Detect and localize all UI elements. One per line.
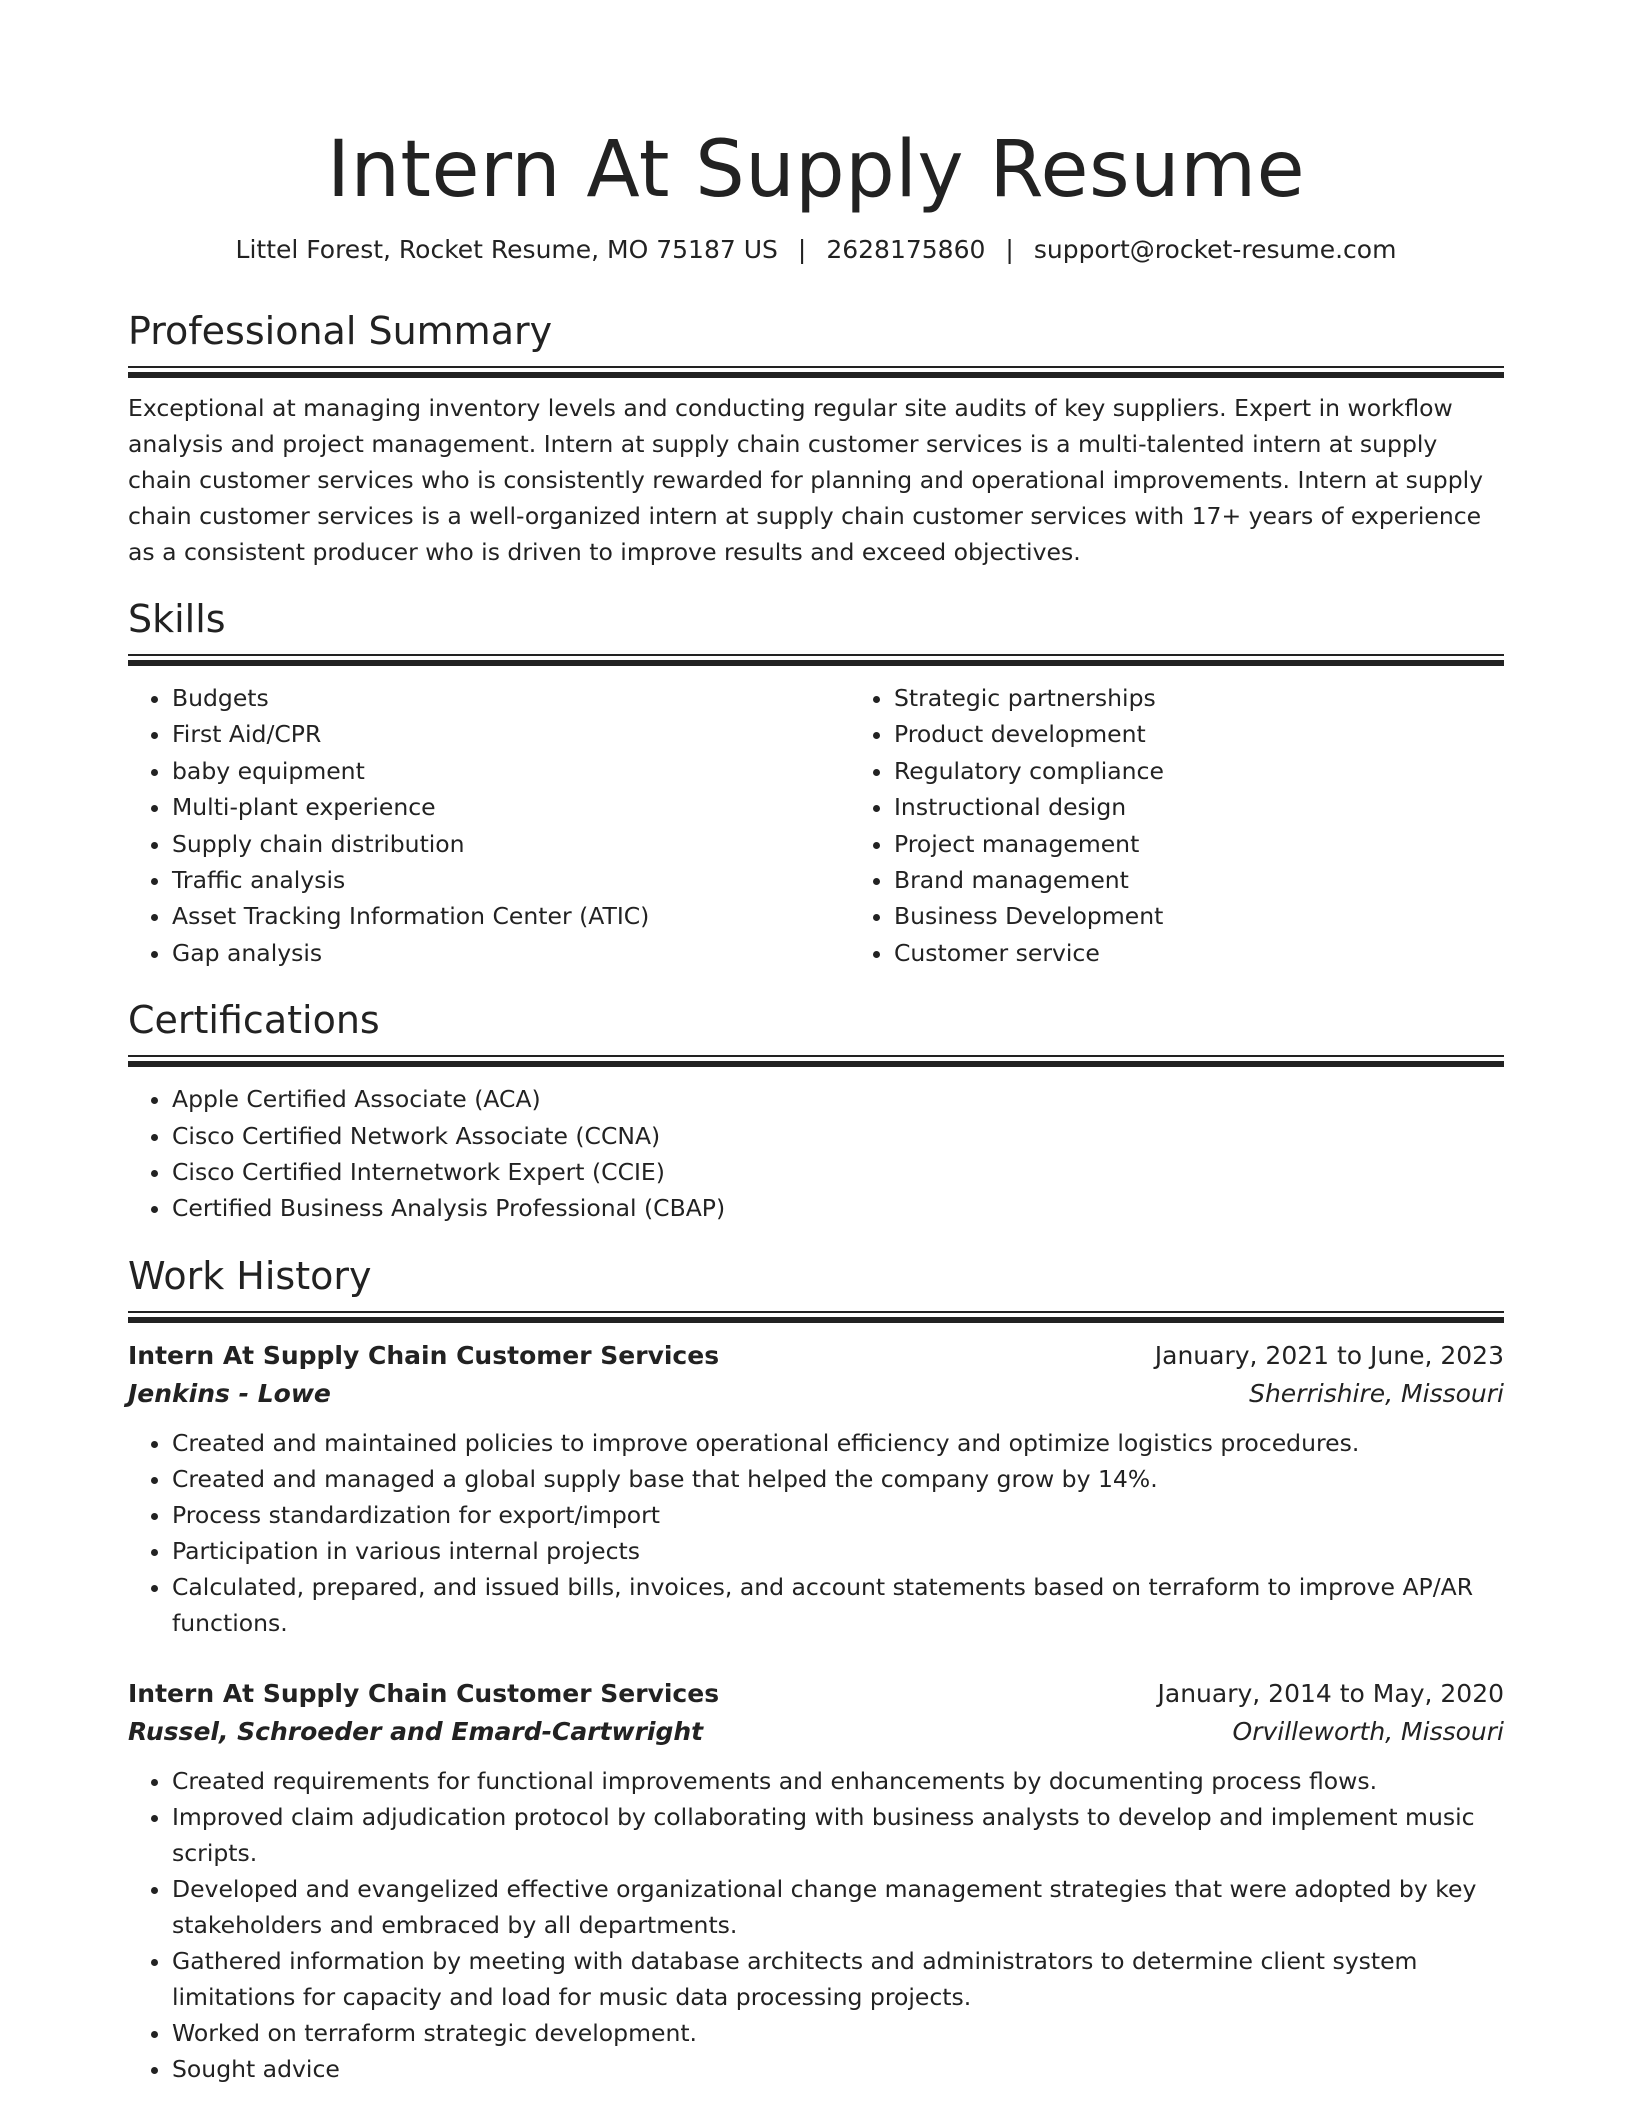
job-entry [128,1675,1504,2087]
job-dates: January, 2014 to May, 2020 [1157,1678,1504,1708]
job-bullet: • Improved claim adjudication protocol by collaborating with business analysts to develop and implement music scripts. [172,1799,1504,1871]
job-bullets [128,1425,1504,1641]
skill-item: • Supply chain distribution [172,826,850,862]
skill-item: • First Aid/CPR [172,716,850,752]
job-bullet: • Process standardization for export/import [172,1497,1504,1533]
resume-page [128,0,1504,2087]
job-company: Russel, Schroeder and Emard-Cartwright [128,1716,704,1746]
skill-item: • Instructional design [894,789,1504,825]
summary-section [128,308,1504,570]
job-company: Jenkins - Lowe [128,1378,331,1408]
job-entry [128,1337,1504,1641]
skill-item: • Brand management [894,862,1504,898]
job-bullet: • Calculated, prepared, and issued bills, invoices, and account statements based on terraform to improve AP/AR functions. [172,1569,1504,1641]
job-bullet: • Developed and evangelized effective organizational change management strategies that were adopted by key stakeholders and embraced by all departments. [172,1871,1504,1943]
job-bullet: • Gathered information by meeting with database architects and administrators to determine client system limitations for capacity and load for music data processing projects. [172,1943,1504,2015]
section-divider [128,1055,1504,1067]
job-header [128,1337,1504,1375]
skill-item: • Asset Tracking Information Center (ATIC) [172,898,850,934]
contact-line [128,234,1504,266]
skill-item: • Budgets [172,680,850,716]
skills-columns [128,680,1504,971]
contact-separator: | [797,235,807,264]
job-bullets [128,1763,1504,2087]
certification-item: • Apple Certified Associate (ACA) [172,1081,1504,1117]
skills-list-right [850,680,1504,971]
certification-item: • Cisco Certified Internetwork Expert (CCIE) [172,1154,1504,1190]
job-bullet: • Created and managed a global supply base that helped the company grow by 14%. [172,1461,1504,1497]
section-heading-work-history: Work History [128,1253,372,1298]
skills-list-left [128,680,850,971]
skill-item: • Traffic analysis [172,862,850,898]
skill-item: • Gap analysis [172,935,850,971]
job-subheader [128,1713,1504,1751]
certifications-section [128,997,1504,1227]
contact-phone: 2628175860 [826,235,986,264]
section-heading-skills: Skills [128,597,226,641]
job-location: Sherrishire, Missouri [1249,1378,1504,1408]
job-header [128,1675,1504,1713]
contact-separator: | [1005,235,1014,264]
certification-item: • Certified Business Analysis Professional (CBAP) [172,1190,1504,1226]
job-title: Intern At Supply Chain Customer Services [128,1340,720,1370]
section-heading-certifications: Certifications [128,998,380,1043]
work-history-section [128,1253,1504,2087]
skill-item: • Strategic partnerships [894,680,1504,716]
job-dates: January, 2021 to June, 2023 [1154,1340,1504,1370]
job-bullet: • Worked on terraform strategic development. [172,2015,1504,2051]
job-bullet: • Created requirements for functional improvements and enhancements by documenting process flows. [172,1763,1504,1799]
skill-item: • baby equipment [172,753,850,789]
skill-item: • Regulatory compliance [894,753,1504,789]
skills-section [128,596,1504,971]
certifications-list [128,1081,1504,1227]
skill-item: • Multi-plant experience [172,789,850,825]
resume-title: Intern At Supply Resume [326,125,1306,215]
section-heading-summary: Professional Summary [128,309,553,353]
job-location: Orvilleworth, Missouri [1232,1716,1504,1746]
job-subheader [128,1375,1504,1413]
skill-item: • Project management [894,826,1504,862]
skill-item: • Customer service [894,935,1504,971]
skill-item: • Business Development [894,898,1504,934]
certification-item: • Cisco Certified Network Associate (CCNA) [172,1118,1504,1154]
skill-item: • Product development [894,716,1504,752]
job-bullet: • Sought advice [172,2051,1504,2087]
job-bullet: • Created and maintained policies to improve operational efficiency and optimize logistics procedures. [172,1425,1504,1461]
contact-email: support@rocket-resume.com [1033,235,1397,264]
section-divider [128,654,1504,666]
section-divider [128,1311,1504,1323]
job-bullet: • Participation in various internal projects [172,1533,1504,1569]
job-title: Intern At Supply Chain Customer Services [128,1678,720,1708]
summary-text: Exceptional at managing inventory levels and conducting regular site audits of key suppliers. Expert in workflow analysis and project management. Intern at supply chain customer services is a multi-talented intern at supply chain customer services who is consistently rewarded for planning and operational improvements. Intern at supply chain customer services is a well-organized intern at supply chain customer services with 17+ years of experience as a consistent producer who is driven to improve results and exceed objectives. [128,394,1484,566]
section-divider [128,366,1504,378]
contact-address: Littel Forest, Rocket Resume, MO 75187 US [235,235,778,264]
